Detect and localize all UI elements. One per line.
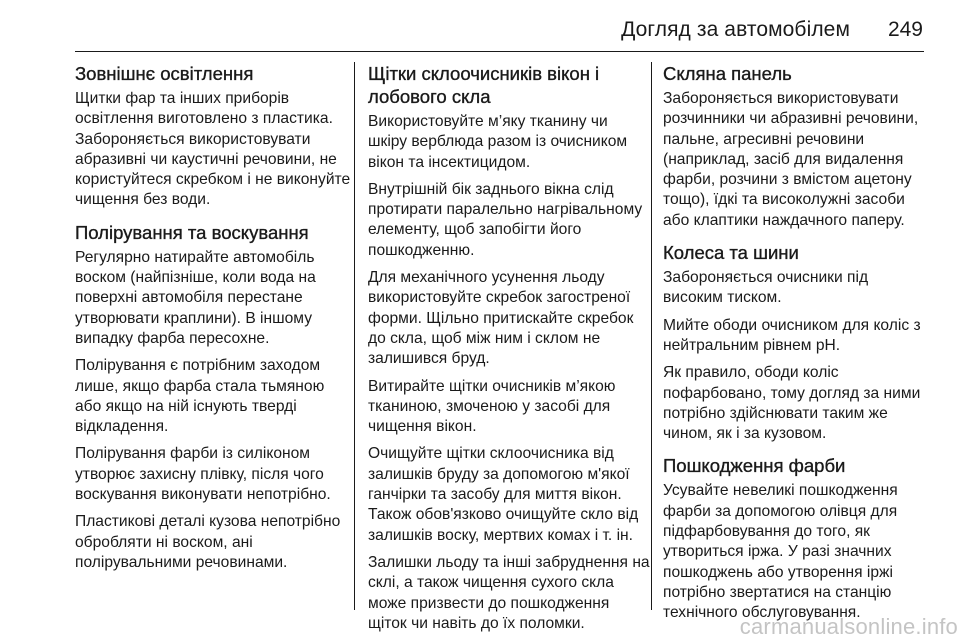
page-number: 249: [887, 18, 923, 41]
paragraph: Полірування є потрібним заходом лише, якщо фарба стала тьмяною або якщо на ній існують тверді відкладення.: [75, 357, 325, 436]
heading-exterior-lighting: Зовнішнє освітлення: [75, 63, 254, 84]
paragraph: Для механічного усунення льоду використовуйте скребок загостреної форми. Щільно притискайте скребок до скла, щоб між ним і склом не залишився бруд.: [368, 269, 634, 368]
column-2: [368, 62, 650, 632]
paragraph: Внутрішній бік заднього вікна слід протирати паралельно нагрівальному елементу, щоб запобігти його пошкодженню.: [368, 180, 643, 259]
column-1: [75, 62, 353, 614]
paragraph: Забороняється використовувати розчинники чи абразивні речовини, пальне, агресивні речовини (наприклад, засіб для видалення фарби, розчини з вмістом ацетону тощо), їдкі та високолужні засоби або клаптики наждачного паперу.: [663, 90, 919, 229]
paragraph: Пластикові деталі кузова непотрібно обробляти ні воском, ані полірувальними речовинами.: [75, 513, 341, 571]
heading-glass-panel: Скляна панель: [663, 63, 792, 84]
heading-polishing-waxing: Полірування та воскування: [75, 221, 309, 243]
paragraph: Очищуйте щітки склоочисника від залишків бруду за допомогою м'якої ганчірки та засобу для миття вікон. Також обов'язково очищуйте скло від залишків воску, мертвих комах і т. ін.: [368, 445, 639, 544]
heading-wiper-blades: Щітки склоочисників вікон і лобового скла: [368, 63, 600, 107]
paragraph: Щитки фар та інших приборів освітлення виготовлено з пластика. Забороняється використовувати абразивні чи каустичні речовини, не користуйтеся скребком і не виконуйте чищення без води.: [75, 90, 351, 209]
paragraph: Полірування фарби із силіконом утворює захисну плівку, після чого воскування виконувати непотрібно.: [75, 445, 331, 504]
page-header: [0, 0, 960, 50]
column-divider-1: [354, 62, 355, 610]
column-divider-2: [651, 62, 652, 610]
column-3: [663, 62, 927, 622]
paragraph: Регулярно натирайте автомобіль воском (найпізніше, коли вода на поверхні автомобіля перестане утворювати краплини). В іншому випадку фарба пересохне.: [75, 248, 316, 347]
paragraph: Усувайте невеликі пошкодження фарби за допомогою олівця для підфарбовування до того, як утвориться іржа. У разі значних пошкоджень або утворення іржі потрібно звертатися на станцію технічного обслуговування.: [663, 482, 898, 622]
heading-wheels-tyres: Колеса та шини: [663, 242, 799, 264]
paragraph: Витирайте щітки очисників м’якою тканиною, змоченою у засобі для чищення вікон.: [368, 377, 616, 436]
heading-paint-damage: Пошкодження фарби: [663, 455, 846, 477]
paragraph: Мийте ободи очисником для коліс з нейтральним рівнем pH.: [663, 316, 921, 354]
page-title: Догляд за автомобілем: [621, 18, 850, 41]
watermark: carmanualsonline.info: [739, 614, 958, 639]
header-rule: [75, 51, 924, 52]
paragraph: Забороняється очисники під високим тиском.: [663, 269, 869, 307]
paragraph: Залишки льоду та інші забруднення на склі, а також чищення сухого скла може призвести до пошкодження щіток чи навіть до їх поломки.: [368, 553, 650, 632]
paragraph: Як правило, ободи коліс пофарбовано, тому догляд за ними потрібно здійснювати таким же чином, як і за кузовом.: [663, 364, 921, 443]
paragraph: Використовуйте м’яку тканину чи шкіру верблюда разом із очисником вікон та інсектицидом.: [368, 113, 628, 171]
